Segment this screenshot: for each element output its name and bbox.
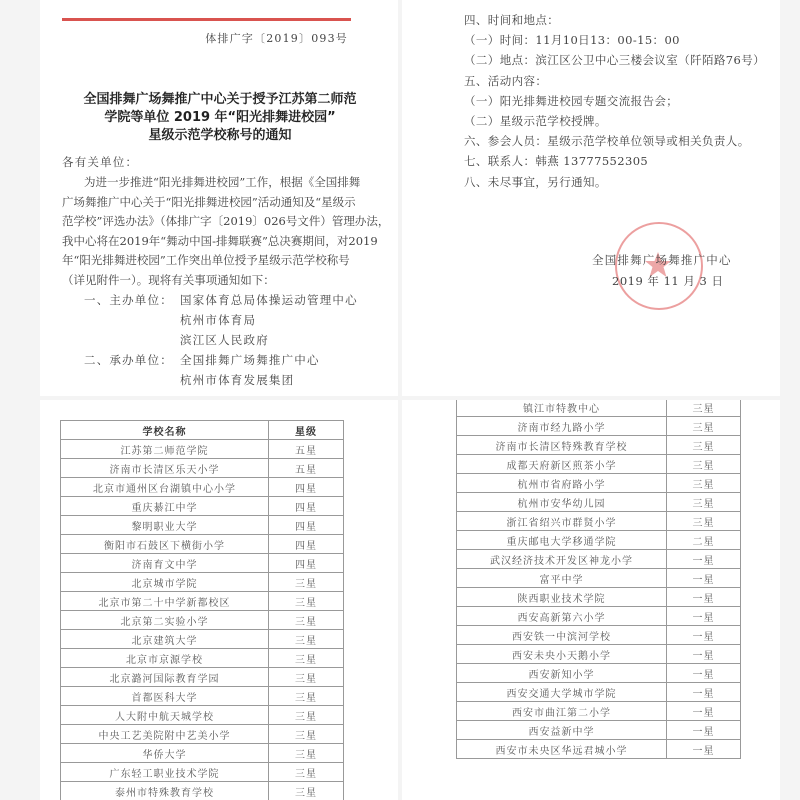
star-level-cell: 一星 xyxy=(667,626,741,645)
star-level-cell: 三星 xyxy=(269,706,344,725)
school-table-left xyxy=(60,420,344,800)
star-level-cell: 四星 xyxy=(269,535,344,554)
school-name-cell: 济南育文中学 xyxy=(61,554,269,573)
details-line: 七、联系人：韩燕 13777552305 xyxy=(464,154,649,169)
school-name-cell: 镇江市特教中心 xyxy=(457,400,667,417)
notice-title-line: 全国排舞广场舞推广中心关于授予江苏第二师范 xyxy=(83,92,357,107)
school-name-cell: 杭州市安华幼儿园 xyxy=(457,493,667,512)
school-name-cell: 泰州市特殊教育学校 xyxy=(61,782,269,800)
red-header-rule xyxy=(62,18,351,21)
table-row xyxy=(61,440,344,459)
school-name-cell: 中央工艺美院附中艺美小学 xyxy=(61,725,269,744)
school-name-cell: 西安益新中学 xyxy=(457,721,667,740)
school-name-cell: 北京第二实验小学 xyxy=(61,611,269,630)
table-row xyxy=(61,687,344,706)
table-row xyxy=(457,474,741,493)
star-level-cell: 三星 xyxy=(667,417,741,436)
organizer: 杭州市体育局 xyxy=(180,313,257,327)
table-row xyxy=(61,744,344,763)
school-name-cell: 西安新知小学 xyxy=(457,664,667,683)
notice-title-line: 星级示范学校称号的通知 xyxy=(148,128,292,143)
table-row xyxy=(457,417,741,436)
star-level-cell: 三星 xyxy=(667,455,741,474)
school-name-cell: 富平中学 xyxy=(457,569,667,588)
star-level-cell: 三星 xyxy=(269,630,344,649)
star-level-cell: 三星 xyxy=(667,436,741,455)
details-line: 四、时间和地点： xyxy=(464,13,560,27)
paragraph-line: 为进一步推进“阳光排舞进校园”工作，根据《全国排舞 xyxy=(84,175,361,189)
school-name-cell: 成都天府新区煎茶小学 xyxy=(457,455,667,474)
table-row xyxy=(61,725,344,744)
star-level-cell: 三星 xyxy=(667,512,741,531)
details-line: 八、未尽事宜，另行通知。 xyxy=(464,174,607,189)
star-level-cell: 三星 xyxy=(269,668,344,687)
star-level-cell: 三星 xyxy=(269,763,344,782)
table-row xyxy=(457,664,741,683)
table-row xyxy=(457,607,741,626)
star-level-cell: 三星 xyxy=(269,744,344,763)
star-level-cell: 一星 xyxy=(667,740,741,759)
school-name-cell: 人大附中航天城学校 xyxy=(61,706,269,725)
star-level-cell: 一星 xyxy=(667,721,741,740)
details-line: （二）地点：滨江区公卫中心三楼会议室（阡陌路76号） xyxy=(464,53,766,68)
school-name-cell: 西安高新第六小学 xyxy=(457,607,667,626)
notice-title-line: 学院等单位 2019 年“阳光排舞进校园” xyxy=(104,110,336,125)
star-level-cell: 二星 xyxy=(667,531,741,550)
school-name-cell: 西安市曲江第二小学 xyxy=(457,702,667,721)
table-row xyxy=(457,493,741,512)
star-level-cell: 一星 xyxy=(667,683,741,702)
star-level-cell: 三星 xyxy=(269,782,344,800)
details-line: （二）星级示范学校授牌。 xyxy=(464,114,607,128)
table-row xyxy=(61,630,344,649)
school-name-cell: 北京城市学院 xyxy=(61,573,269,592)
table-row xyxy=(457,436,741,455)
host: 杭州市体育发展集团 xyxy=(180,373,295,387)
star-level-cell: 三星 xyxy=(269,649,344,668)
school-name-cell: 济南市长清区特殊教育学校 xyxy=(457,436,667,455)
table-row xyxy=(457,588,741,607)
table-row xyxy=(457,721,741,740)
school-name-cell: 衡阳市石鼓区下横街小学 xyxy=(61,535,269,554)
school-name-cell: 武汉经济技术开发区神龙小学 xyxy=(457,550,667,569)
salutation: 各有关单位： xyxy=(62,155,139,169)
star-level-cell: 四星 xyxy=(269,478,344,497)
school-name-cell: 重庆綦江中学 xyxy=(61,497,269,516)
school-name-cell: 重庆邮电大学移通学院 xyxy=(457,531,667,550)
school-name-cell: 黎明职业大学 xyxy=(61,516,269,535)
hosts-label: 二、承办单位： xyxy=(84,353,173,367)
table-row xyxy=(61,554,344,573)
table-row xyxy=(61,573,344,592)
table-row xyxy=(457,531,741,550)
table-row xyxy=(61,535,344,554)
details-line: 六、参会人员：星级示范学校单位领导或相关负责人。 xyxy=(464,134,750,149)
paragraph-line: 我中心将在2019年“舞动中国-排舞联赛”总决赛期间，对2019 xyxy=(62,234,378,248)
school-name-cell: 广东轻工职业技术学院 xyxy=(61,763,269,782)
school-name-cell: 西安市未央区华远君城小学 xyxy=(457,740,667,759)
table-row xyxy=(457,740,741,759)
school-name-cell: 北京市通州区台湖镇中心小学 xyxy=(61,478,269,497)
star-level-cell: 五星 xyxy=(269,440,344,459)
school-name-cell: 华侨大学 xyxy=(61,744,269,763)
star-level-cell: 三星 xyxy=(269,573,344,592)
school-name-cell: 北京市第二十中学新都校区 xyxy=(61,592,269,611)
star-level-cell: 三星 xyxy=(269,725,344,744)
star-level-cell: 一星 xyxy=(667,702,741,721)
notice-page xyxy=(40,0,398,396)
star-level-cell: 一星 xyxy=(667,588,741,607)
table-row xyxy=(457,702,741,721)
star-level-cell: 三星 xyxy=(269,592,344,611)
host: 全国排舞广场舞推广中心 xyxy=(180,353,320,367)
school-name-cell: 济南市长清区乐天小学 xyxy=(61,459,269,478)
doc-number: 体排广字〔2019〕093号 xyxy=(205,32,348,45)
star-level-cell: 一星 xyxy=(667,645,741,664)
star-level-cell: 一星 xyxy=(667,569,741,588)
school-name-cell: 杭州市省府路小学 xyxy=(457,474,667,493)
header-school-name: 学校名称 xyxy=(61,421,269,440)
school-name-cell: 江苏第二师范学院 xyxy=(61,440,269,459)
paragraph-line: 范学校”评选办法》（体排广字〔2019〕026号文件）管理办法， xyxy=(62,214,390,228)
paragraph-line: （详见附件一）。现将有关事项通知如下： xyxy=(62,273,275,287)
paragraph-line: 年“阳光排舞进校园”工作突出单位授予星级示范学校称号 xyxy=(62,253,350,267)
details-line: （一）时间：11月10日13：00-15：00 xyxy=(464,33,680,48)
star-level-cell: 三星 xyxy=(667,400,741,417)
organizers-label: 一、主办单位： xyxy=(84,293,173,307)
table-row xyxy=(61,611,344,630)
school-name-cell: 首都医科大学 xyxy=(61,687,269,706)
star-level-cell: 四星 xyxy=(269,554,344,573)
table-row xyxy=(61,497,344,516)
table-row xyxy=(61,706,344,725)
details-line: （一）阳光排舞进校园专题交流报告会； xyxy=(464,93,679,108)
school-name-cell: 西安未央小天鹅小学 xyxy=(457,645,667,664)
signature-date: 2019 年 11 月 3 日 xyxy=(612,274,724,288)
table-page-left xyxy=(40,400,398,800)
star-level-cell: 五星 xyxy=(269,459,344,478)
star-level-cell: 三星 xyxy=(667,493,741,512)
school-name-cell: 北京市京源学校 xyxy=(61,649,269,668)
table-row xyxy=(61,668,344,687)
school-name-cell: 济南市经九路小学 xyxy=(457,417,667,436)
signature-org: 全国排舞广场舞推广中心 xyxy=(592,253,732,267)
school-name-cell: 北京建筑大学 xyxy=(61,630,269,649)
table-row xyxy=(457,512,741,531)
table-row xyxy=(457,683,741,702)
star-level-cell: 四星 xyxy=(269,516,344,535)
table-row xyxy=(457,645,741,664)
school-table-right xyxy=(456,400,741,759)
details-line: 五、活动内容： xyxy=(464,73,548,88)
star-level-cell: 一星 xyxy=(667,664,741,683)
organizer: 滨江区人民政府 xyxy=(180,333,269,347)
star-level-cell: 一星 xyxy=(667,607,741,626)
table-row xyxy=(61,782,344,800)
details-page xyxy=(402,0,780,396)
table-row xyxy=(61,459,344,478)
table-row xyxy=(457,569,741,588)
star-level-cell: 一星 xyxy=(667,550,741,569)
star-level-cell: 四星 xyxy=(269,497,344,516)
table-row xyxy=(61,478,344,497)
school-name-cell: 浙江省绍兴市群贤小学 xyxy=(457,512,667,531)
table-page-right xyxy=(402,400,780,800)
star-level-cell: 三星 xyxy=(269,687,344,706)
table-row xyxy=(61,516,344,535)
paragraph-line: 广场舞推广中心关于“阳光排舞进校园”活动通知及“星级示 xyxy=(62,195,356,209)
star-level-cell: 三星 xyxy=(667,474,741,493)
table-row xyxy=(61,592,344,611)
school-name-cell: 陕西职业技术学院 xyxy=(457,588,667,607)
table-row xyxy=(457,550,741,569)
organizer: 国家体育总局体操运动管理中心 xyxy=(180,293,358,307)
table-row xyxy=(457,400,741,417)
star-level-cell: 三星 xyxy=(269,611,344,630)
table-header-row xyxy=(61,421,344,440)
school-name-cell: 西安交通大学城市学院 xyxy=(457,683,667,702)
school-name-cell: 北京潞河国际教育学园 xyxy=(61,668,269,687)
table-row xyxy=(457,626,741,645)
table-row xyxy=(61,763,344,782)
header-star-level: 星级 xyxy=(269,421,344,440)
table-row xyxy=(457,455,741,474)
table-row xyxy=(61,649,344,668)
school-name-cell: 西安铁一中滨河学校 xyxy=(457,626,667,645)
